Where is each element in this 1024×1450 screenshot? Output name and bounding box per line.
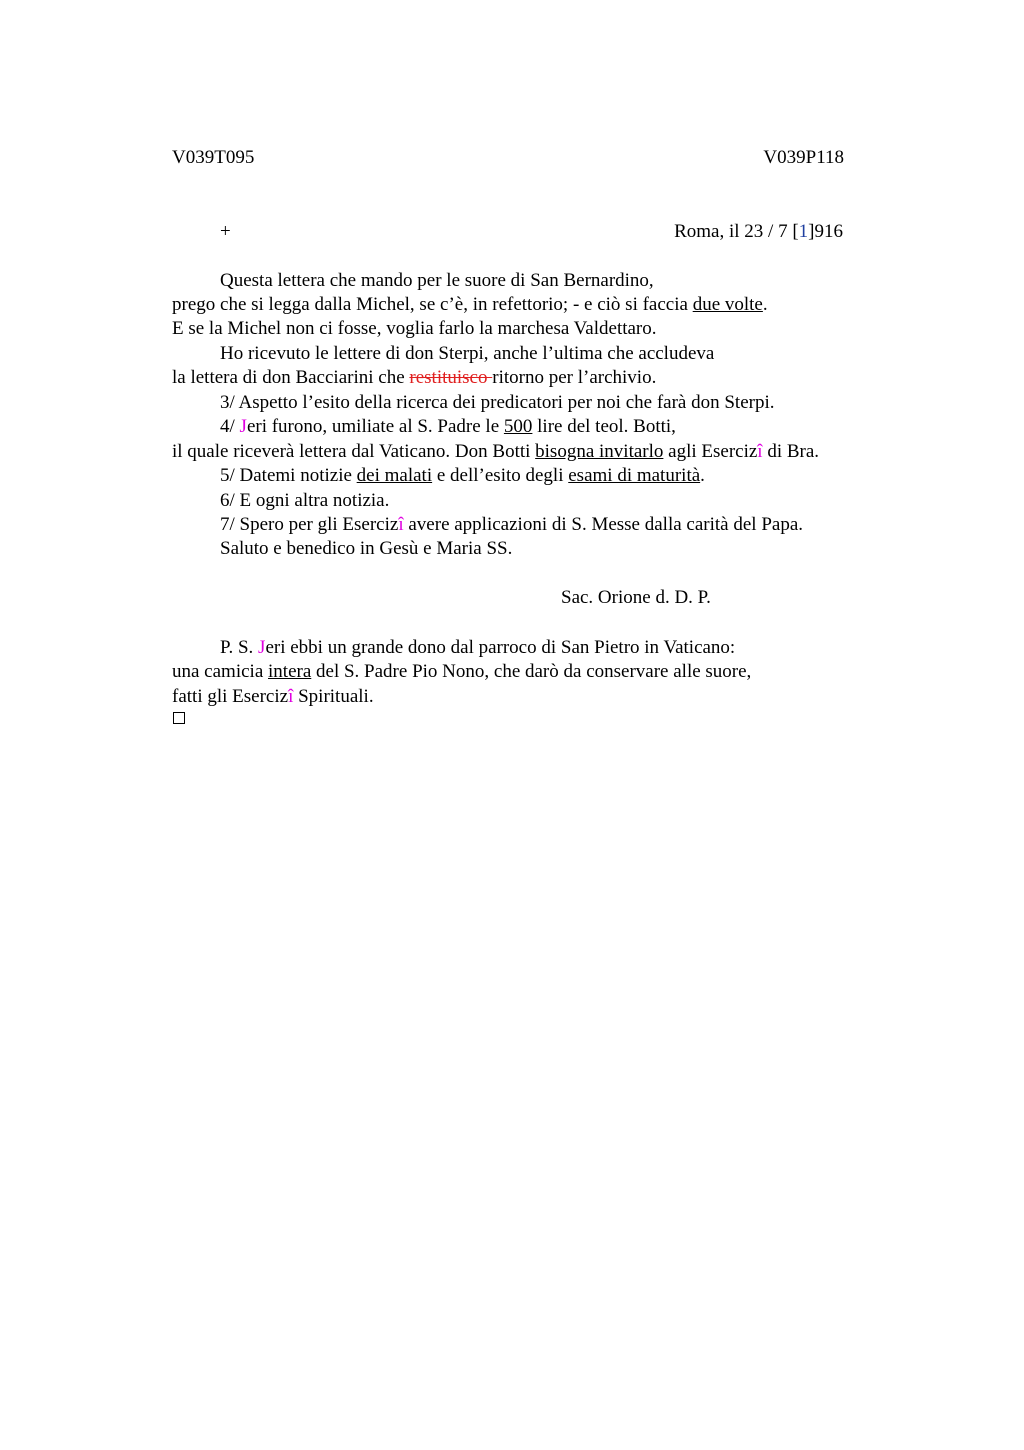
body-line-8-text: il quale riceverà lettera dal Vaticano. Don Botti: [172, 441, 536, 462]
body-line-2-text: prego che si legga dalla Michel, se c’è, in refettorio; - e ciò si faccia: [172, 294, 693, 315]
body-line-11: [220, 513, 803, 537]
body-line-4: Ho ricevuto le lettere di don Sterpi, anche l’ultima che accludeva: [220, 343, 715, 364]
body-line-1: Questa lettera che mando per le suore di San Bernardino,: [220, 270, 654, 291]
place-date: [674, 220, 843, 244]
body-line-7-text: eri furono, umiliate al S. Padre le: [246, 416, 504, 437]
postscript-line-1-text: eri ebbi un grande dono dal parroco di San Pietro in Vaticano:: [265, 637, 736, 658]
body-line-2: [172, 293, 768, 317]
postscript-line-3-end: Spirituali.: [293, 686, 374, 707]
place-date-suffix: ]916: [808, 221, 843, 242]
postscript-line-2-text: una camicia: [172, 661, 269, 682]
postscript-line-1: [220, 636, 735, 660]
underlined-text: esami di maturità: [568, 465, 701, 486]
body-line-11-text: 7/ Spero per gli Eserciz: [220, 514, 399, 535]
body-line-8-end: di Bra.: [762, 441, 820, 462]
body-line-9-mid: e dell’esito degli: [432, 465, 569, 486]
body-line-12: Saluto e benedico in Gesù e Maria SS.: [220, 538, 513, 559]
underlined-text: due volte: [692, 294, 763, 315]
document-code-left: V039T095: [172, 147, 255, 168]
body-line-7-num: 4/: [220, 416, 240, 437]
body-line-11-end: avere applicazioni di S. Messe dalla carità del Papa.: [403, 514, 803, 535]
body-line-7: [220, 415, 676, 439]
checkbox-icon: [173, 712, 185, 724]
body-line-9: [220, 464, 705, 488]
signature: Sac. Orione d. D. P.: [561, 587, 711, 608]
underlined-text: bisogna invitarlo: [535, 441, 664, 462]
place-date-prefix: Roma, il 23 / 7 [: [674, 221, 799, 242]
highlighted-letter: J: [239, 416, 247, 437]
postscript-line-3-text: fatti gli Eserciz: [172, 686, 289, 707]
body-line-10: 6/ E ogni altra notizia.: [220, 490, 390, 511]
highlighted-letter: î: [288, 686, 294, 707]
body-line-5-end: ritorno per l’archivio.: [492, 367, 657, 388]
document-code-right: V039P118: [763, 147, 844, 168]
postscript-label: P. S.: [220, 637, 259, 658]
highlighted-letter: î: [398, 514, 404, 535]
body-line-5-text: la lettera di don Bacciarini che: [172, 367, 410, 388]
body-line-5: [172, 366, 656, 390]
underlined-amount: 500: [503, 416, 533, 437]
postscript-line-2: [172, 660, 751, 684]
body-line-3: E se la Michel non ci fosse, voglia farlo la marchesa Valdettaro.: [172, 318, 657, 339]
highlighted-letter: J: [258, 637, 266, 658]
cross-mark: +: [220, 221, 231, 242]
underlined-text: dei malati: [356, 465, 433, 486]
body-line-7-end: lire del teol. Botti,: [532, 416, 676, 437]
body-line-9-text: 5/ Datemi notizie: [220, 465, 357, 486]
body-line-2-end: .: [762, 294, 768, 315]
postscript-line-2-end: del S. Padre Pio Nono, che darò da conservare alle suore,: [311, 661, 752, 682]
editorial-insert: 1: [798, 221, 809, 242]
postscript-line-3: [172, 685, 374, 709]
body-line-8-mid: agli Eserciz: [663, 441, 758, 462]
body-line-8: [172, 440, 819, 464]
body-line-6: 3/ Aspetto l’esito della ricerca dei predicatori per noi che farà don Sterpi.: [220, 392, 775, 413]
underlined-text: intera: [268, 661, 312, 682]
body-line-9-end: .: [700, 465, 705, 486]
highlighted-letter: î: [757, 441, 763, 462]
deleted-text: restituisco: [409, 367, 493, 388]
